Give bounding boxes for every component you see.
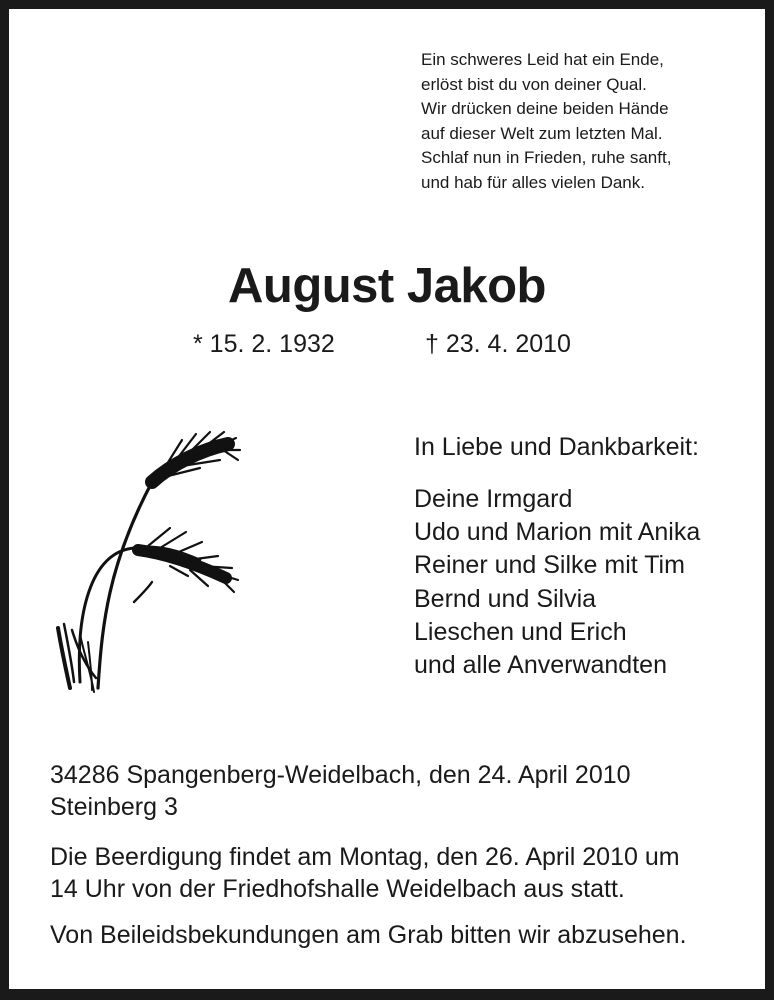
mourner-name: Udo und Marion mit Anika <box>414 518 701 547</box>
deceased-name-row <box>0 258 774 314</box>
mourner-name: Lieschen und Erich <box>414 617 627 646</box>
mourner-name: Reiner und Silke mit Tim <box>414 551 685 580</box>
notice-details <box>50 759 687 951</box>
birth-date: * 15. 2. 1932 <box>193 330 335 358</box>
poem-line: auf dieser Welt zum letzten Mal. <box>421 123 663 143</box>
poem-line: Ein schweres Leid hat ein Ende, <box>421 50 664 69</box>
poem-line: Schlaf nun in Frieden, ruhe sanft, <box>421 148 672 167</box>
place-date: 34286 Spangenberg-Weidelbach, den 24. April 2010 <box>50 761 631 789</box>
poem <box>421 48 671 195</box>
death-date: † 23. 4. 2010 <box>425 330 571 358</box>
funeral-info-line: Die Beerdigung findet am Montag, den 26. April 2010 um <box>50 843 680 871</box>
mourner-name: Bernd und Silvia <box>414 584 597 613</box>
mourner-name: und alle Anverwandten <box>414 651 667 680</box>
mourner-name: Deine Irmgard <box>414 485 573 513</box>
street-address: Steinberg 3 <box>50 793 178 821</box>
deceased-name: August Jakob <box>228 259 546 313</box>
condolence-note: Von Beileidsbekundungen am Grab bitten wir abzusehen. <box>50 921 687 949</box>
poem-line: erlöst bist du von deiner Qual. <box>421 74 647 94</box>
mourners-intro: In Liebe und Dankbarkeit: <box>414 433 699 461</box>
mourners-list <box>414 483 700 682</box>
funeral-info-line: 14 Uhr von der Friedhofshalle Weidelbach aus statt. <box>50 875 625 903</box>
poem-line: Wir drücken deine beiden Hände <box>421 99 669 118</box>
poem-line: und hab für alles vielen Dank. <box>421 172 645 192</box>
wheat-ears-icon <box>50 420 250 695</box>
mourners-block <box>414 431 700 682</box>
